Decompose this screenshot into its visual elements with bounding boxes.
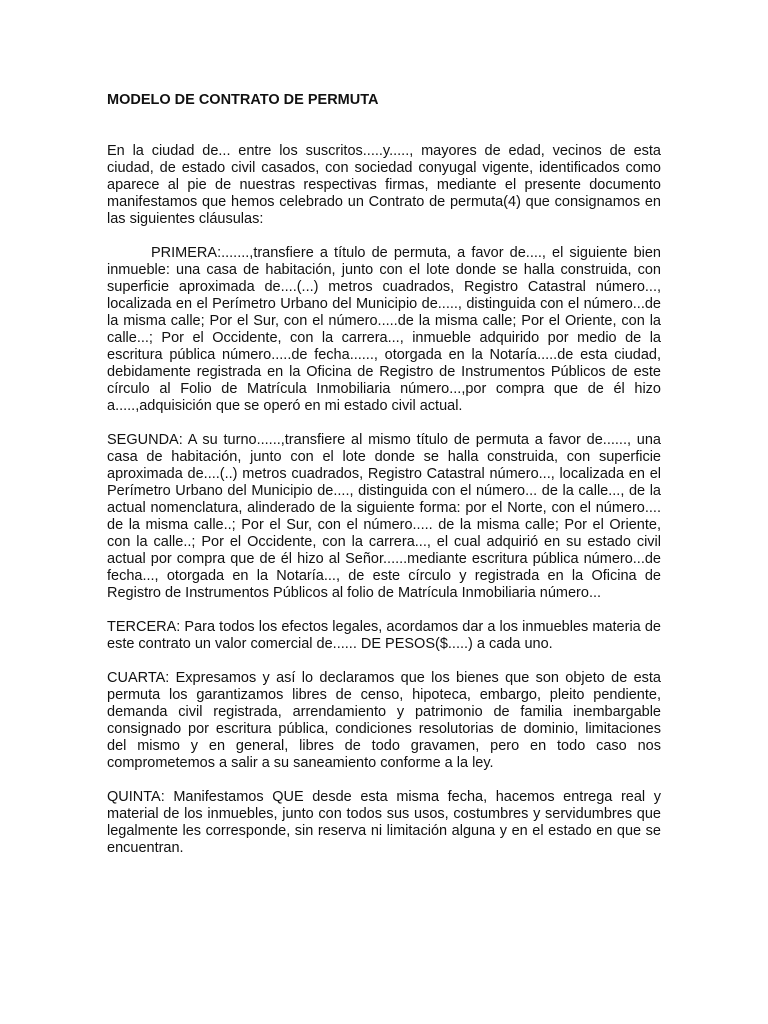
document-page bbox=[107, 92, 661, 874]
intro-paragraph: En la ciudad de... entre los suscritos.....y....., mayores de edad, vecinos de esta ciudad, de estado civil casados, con sociedad conyugal vigente, identificados como aparece al pie de nuestras respectivas firmas, mediante el presente documento manifestamos que hemos celebrado un Contrato de permuta(4) que consignamos en las siguientes cláusulas: bbox=[107, 143, 661, 227]
clause-quinta: QUINTA: Manifestamos QUE desde esta misma fecha, hacemos entrega real y material de los inmuebles, junto con todos sus usos, costumbres y servidumbres que legalmente les corresponde, sin reserva ni limitación alguna y en el estado en que se encuentran. bbox=[107, 789, 661, 856]
document-title: MODELO DE CONTRATO DE PERMUTA bbox=[107, 92, 379, 108]
clause-tercera: TERCERA: Para todos los efectos legales, acordamos dar a los inmuebles materia de este contrato un valor comercial de...... DE PESOS($.....) a cada uno. bbox=[107, 619, 661, 652]
clause-cuarta: CUARTA: Expresamos y así lo declaramos que los bienes que son objeto de esta permuta los garantizamos libres de censo, hipoteca, embargo, pleito pendiente, demanda civil registrada, arrendamiento y patrimonio de familia inembargable consignado por escritura pública, condiciones resolutorias de dominio, limitaciones del mismo y en general, libres de todo gravamen, pero en todo caso nos comprometemos a salir a su saneamiento conforme a la ley. bbox=[107, 670, 661, 771]
clause-segunda: SEGUNDA: A su turno......,transfiere al mismo título de permuta a favor de......, una casa de habitación, junto con el lote donde se halla construida, con superficie aproximada de....(..) metros cuadrados, Registro Catastral número..., localizada en el Perímetro Urbano del Municipio de...., distinguida con el número... de la calle..., de la actual nomenclatura, alinderado de la siguiente forma: por el Norte, con el número.... de la misma calle..; Por el Sur, con el número..... de la misma calle; Por el Oriente, con la calle..; Por el Occidente, con la carrera..., el cual adquirió en su estado civil actual por compra que de él hizo al Señor......mediante escritura pública número...de fecha..., otorgada en la Notaría..., de este círculo y registrada en la Oficina de Registro de Instrumentos Públicos al folio de Matrícula Inmobiliaria número... bbox=[107, 432, 661, 601]
clause-primera: PRIMERA:.......,transfiere a título de permuta, a favor de...., el siguiente bien inmueble: una casa de habitación, junto con el lote donde se halla construida, con superficie aproximada de....(...) metros cuadrados, Registro Catastral número..., localizada en el Perímetro Urbano del Municipio de....., distinguida con el número...de la misma calle; Por el Sur, con el número.....de la misma calle; Por el Oriente, con la calle...; Por el Occidente, con la carrera..., inmueble adquirido por medio de la escritura pública número.....de fecha......, otorgada en la Notaría.....de esta ciudad, debidamente registrada en la Oficina de Registro de Instrumentos Públicos de este círculo al Folio de Matrícula Inmobiliaria número...,por compra que de él hizo a.....,adquisición que se operó en mi estado civil actual. bbox=[107, 245, 661, 414]
